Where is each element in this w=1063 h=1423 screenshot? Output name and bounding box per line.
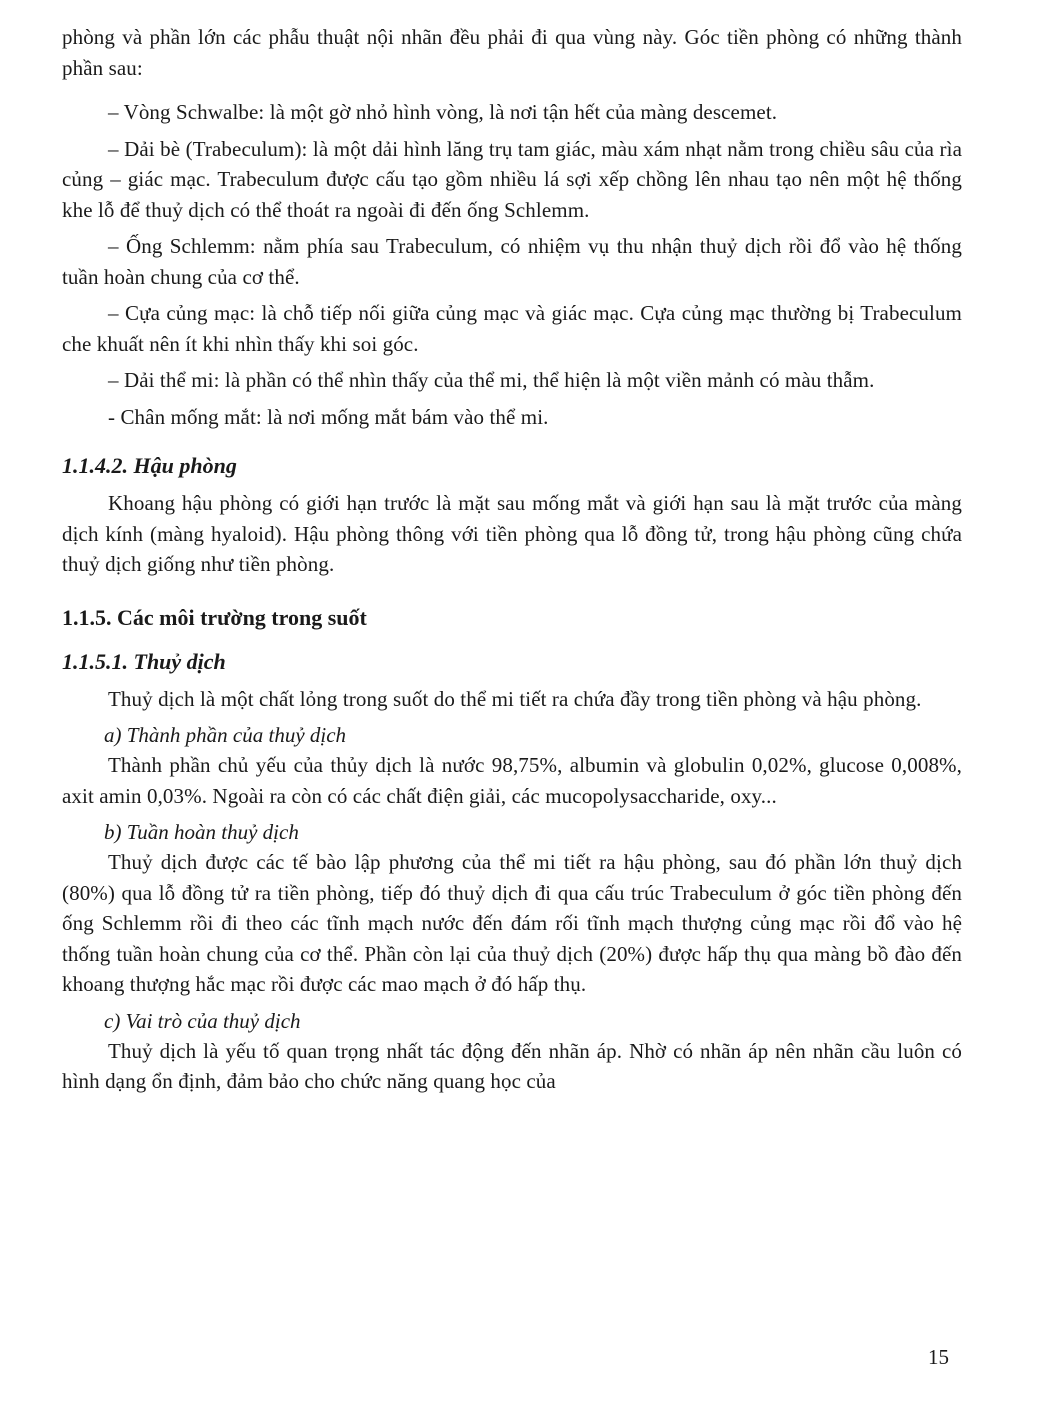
heading-1-1-5-1: 1.1.5.1. Thuỷ dịch: [62, 648, 226, 674]
heading-a-thanh-phan: a) Thành phần của thuỷ dịch: [104, 723, 347, 747]
paragraph-b-tuan-hoan: Thuỷ dịch được các tế bào lập phương của thể mi tiết ra hậu phòng, sau đó phần lớn thuỷ dịch (80%) qua lỗ đồng tử ra tiền phòng, tiếp đó thuỷ dịch đi qua cấu trúc Trabeculum ở góc tiền phòng đến ống Schlemm rồi đi theo các tĩnh mạch nước đến đám rối tĩnh mạch thượng củng mạc rồi đổ vào hệ thống tuần hoàn chung của cơ thể. Phần còn lại của thuỷ dịch (20%) được hấp thụ qua màng bồ đào đến khoang thượng hắc mạc rồi được các mao mạch ở đó hấp thụ.: [62, 850, 962, 996]
page-number: 15: [928, 1345, 949, 1369]
page-body: [62, 22, 962, 1097]
heading-1-1-4-2: 1.1.4.2. Hậu phòng: [62, 453, 237, 478]
heading-1-1-5: 1.1.5. Các môi trường trong suốt: [62, 604, 367, 630]
paragraph-a-thanh-phan: Thành phần chủ yếu của thủy dịch là nước 98,75%, albumin và globulin 0,02%, glucose 0,008%, axit amin 0,03%. Ngoài ra còn có các chất điện giải, các mucopolysaccharide, oxy...: [62, 753, 962, 808]
item-chan-mong-mat: - Chân mống mắt: là nơi mống mắt bám vào thể mi.: [108, 404, 549, 429]
heading-c-vai-tro: c) Vai trò của thuỷ dịch: [104, 1008, 301, 1033]
paragraph-c-vai-tro: Thuỷ dịch là yếu tố quan trọng nhất tác động đến nhãn áp. Nhờ có nhãn áp nên nhãn cầu luôn có hình dạng ổn định, đảm bảo cho chức năng quang học của: [62, 1038, 962, 1093]
intro-paragraph: phòng và phần lớn các phẫu thuật nội nhãn đều phải đi qua vùng này. Góc tiền phòng có những thành phần sau:: [62, 25, 962, 80]
item-ong-schlemm: – Ống Schlemm: nằm phía sau Trabeculum, có nhiệm vụ thu nhận thuỷ dịch rồi đổ vào hệ thống tuần hoàn chung của cơ thể.: [62, 234, 962, 289]
item-cua-cung-mac: – Cựa củng mạc: là chỗ tiếp nối giữa củng mạc và giác mạc. Cựa củng mạc thường bị Trabeculum che khuất nên ít khi nhìn thấy khi soi góc.: [62, 301, 962, 356]
paragraph-thuy-dich: Thuỷ dịch là một chất lỏng trong suốt do thể mi tiết ra chứa đầy trong tiền phòng và hậu phòng.: [108, 686, 922, 711]
item-dai-be: – Dải bè (Trabeculum): là một dải hình lăng trụ tam giác, màu xám nhạt nằm trong chiều sâu của rìa củng – giác mạc. Trabeculum được cấu tạo gồm nhiều lá sợi xếp chồng lên nhau tạo nên một hệ thống khe lỗ để thuỷ dịch có thể thoát ra ngoài đi đến ống Schlemm.: [62, 136, 962, 222]
heading-b-tuan-hoan: b) Tuần hoàn thuỷ dịch: [104, 820, 299, 844]
paragraph-hau-phong: Khoang hậu phòng có giới hạn trước là mặt sau mống mắt và giới hạn sau là mặt trước của màng dịch kính (màng hyaloid). Hậu phòng thông với tiền phòng qua lỗ đồng tử, trong hậu phòng cũng chứa thuỷ dịch giống như tiền phòng.: [62, 491, 962, 576]
item-vong-schwalbe: – Vòng Schwalbe: là một gờ nhỏ hình vòng, là nơi tận hết của màng descemet.: [108, 100, 778, 124]
item-dai-the-mi: – Dải thể mi: là phần có thể nhìn thấy của thể mi, thể hiện là một viền mảnh có màu thẫm.: [108, 368, 875, 392]
